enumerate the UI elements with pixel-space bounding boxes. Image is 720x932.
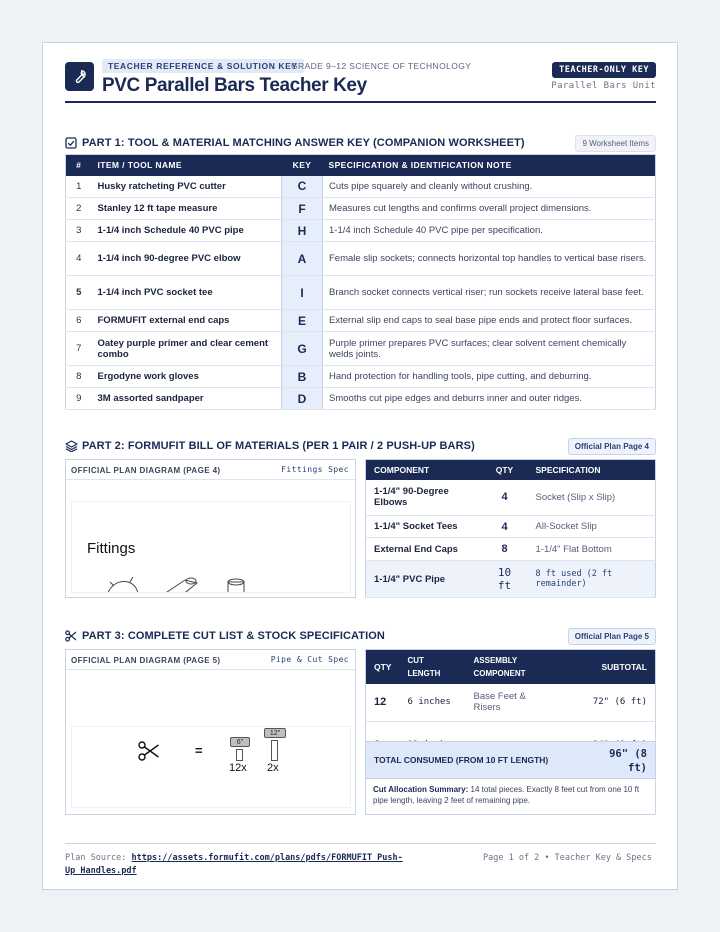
part3-badge: Official Plan Page 5	[568, 628, 656, 645]
part3-title: PART 3: COMPLETE CUT LIST & STOCK SPECIFICATION	[82, 630, 385, 642]
piece-label: 12"	[264, 728, 286, 738]
diagram-tag: Pipe & Cut Spec	[270, 655, 349, 664]
teacher-only-tag: TEACHER-ONLY KEY	[552, 62, 656, 78]
bom-spec: Socket (Slip x Slip)	[528, 480, 656, 516]
col-num: #	[66, 155, 92, 176]
table-row	[66, 388, 656, 410]
cut-image	[71, 726, 351, 808]
col-qty: QTY	[482, 460, 528, 480]
pipe-piece-short	[236, 749, 243, 761]
bom-component: External End Caps	[366, 538, 482, 561]
piece-label: 6"	[230, 737, 250, 747]
kicker-label: TEACHER REFERENCE & SOLUTION KEY	[102, 59, 304, 73]
source-link[interactable]: https://assets.formufit.com/plans/pdfs/FORMUFIT_Push-Up_Handles.pdf	[65, 853, 403, 876]
row-name: Husky ratcheting PVC cutter	[92, 176, 282, 198]
page-header	[65, 59, 656, 103]
row-key: E	[282, 310, 323, 332]
row-name: Stanley 12 ft tape measure	[92, 198, 282, 220]
bom-qty: 4	[482, 480, 528, 516]
col-cut-length: CUT LENGTH	[400, 650, 466, 684]
page-number: Page 1 of 2 • Teacher Key & Specs	[483, 853, 652, 863]
diagram-label: OFFICIAL PLAN DIAGRAM (PAGE 4)	[71, 466, 221, 475]
row-num: 9	[66, 388, 92, 410]
row-key: I	[282, 276, 323, 310]
diagram-header	[66, 460, 355, 480]
row-name: FORMUFIT external end caps	[92, 310, 282, 332]
col-subtotal: SUBTOTAL	[558, 650, 656, 684]
row-note: Smooths cut pipe edges and deburrs inner and outer ridges.	[323, 388, 656, 410]
total-value: 96" (8 ft)	[609, 748, 647, 774]
row-num: 4	[66, 242, 92, 276]
table-row	[66, 366, 656, 388]
row-name: Ergodyne work gloves	[92, 366, 282, 388]
cut-qty: 12	[366, 684, 400, 722]
wrench-icon	[65, 62, 94, 91]
summary-label: Cut Allocation Summary:	[373, 785, 469, 794]
row-num: 2	[66, 198, 92, 220]
table-row	[66, 276, 656, 310]
diagram-header	[66, 650, 355, 670]
matching-answer-table	[65, 154, 656, 410]
row-name: Oatey purple primer and clear cement combo	[92, 332, 282, 366]
row-name: 1-1/4 inch 90-degree PVC elbow	[92, 242, 282, 276]
row-note: External slip end caps to seal base pipe ends and protect floor surfaces.	[323, 310, 656, 332]
piece-count: 2x	[267, 762, 279, 774]
bom-component: 1-1/4" Socket Tees	[366, 515, 482, 538]
cut-scissors-icon	[138, 741, 160, 761]
cut-length: 6 inches	[400, 684, 466, 722]
row-key: C	[282, 176, 323, 198]
row-key: G	[282, 332, 323, 366]
bom-table	[365, 459, 656, 598]
fittings-heading: Fittings	[87, 540, 136, 557]
table-row	[366, 480, 656, 516]
bom-spec: 1-1/4" Flat Bottom	[528, 538, 656, 561]
total-label: TOTAL CONSUMED (FROM 10 FT LENGTH)	[374, 755, 549, 765]
col-key: KEY	[282, 155, 323, 176]
row-key: H	[282, 220, 323, 242]
bom-qty: 10 ft	[482, 561, 528, 598]
pipe-piece-long	[271, 740, 278, 761]
col-qty: QTY	[366, 650, 400, 684]
row-note: Purple primer prepares PVC surfaces; clear solvent cement chemically welds joints.	[323, 332, 656, 366]
table-row	[366, 684, 656, 722]
fittings-diagram-panel	[65, 459, 356, 598]
table-row	[66, 332, 656, 366]
row-num: 8	[66, 366, 92, 388]
cut-summary	[365, 779, 656, 815]
table-row	[66, 176, 656, 198]
diagram-label: OFFICIAL PLAN DIAGRAM (PAGE 5)	[71, 656, 221, 665]
row-note: Measures cut lengths and confirms overall project dimensions.	[323, 198, 656, 220]
bom-component: 1-1/4" 90-Degree Elbows	[366, 480, 482, 516]
fittings-image	[71, 501, 351, 593]
table-row	[366, 538, 656, 561]
part1-badge: 9 Worksheet Items	[575, 135, 656, 152]
part2-heading	[65, 439, 656, 455]
part3-heading	[65, 629, 656, 645]
part1-heading	[65, 136, 656, 152]
part1-title: PART 1: TOOL & MATERIAL MATCHING ANSWER KEY (COMPANION WORKSHEET)	[82, 137, 525, 149]
row-key: D	[282, 388, 323, 410]
unit-label: Parallel Bars Unit	[551, 81, 656, 91]
bom-qty: 4	[482, 515, 528, 538]
table-row	[66, 242, 656, 276]
row-key: A	[282, 242, 323, 276]
row-note: Cuts pipe squarely and cleanly without crushing.	[323, 176, 656, 198]
part2-title: PART 2: FORMUFIT BILL OF MATERIALS (PER 1 PAIR / 2 PUSH-UP BARS)	[82, 440, 475, 452]
scissors-icon	[65, 630, 77, 642]
col-component: COMPONENT	[366, 460, 482, 480]
bom-qty: 8	[482, 538, 528, 561]
worksheet-page	[42, 42, 678, 890]
row-num: 5	[66, 276, 92, 310]
row-note: 1-1/4 inch Schedule 40 PVC pipe per specification.	[323, 220, 656, 242]
source-label: Plan Source:	[65, 853, 127, 863]
bom-spec: All-Socket Slip	[528, 515, 656, 538]
diagram-tag: Fittings Spec	[281, 465, 349, 474]
table-row	[66, 220, 656, 242]
col-component: ASSEMBLY COMPONENT	[466, 650, 558, 684]
cut-subtotal: 72" (6 ft)	[558, 684, 656, 722]
page-footer	[65, 843, 656, 876]
row-num: 1	[66, 176, 92, 198]
row-note: Hand protection for handling tools, pipe cutting, and deburring.	[323, 366, 656, 388]
table-row	[366, 515, 656, 538]
table-row	[66, 310, 656, 332]
col-item: ITEM / TOOL NAME	[92, 155, 282, 176]
table-row	[366, 561, 656, 598]
row-key: B	[282, 366, 323, 388]
row-name: 1-1/4 inch Schedule 40 PVC pipe	[92, 220, 282, 242]
row-note: Branch socket connects vertical riser; run sockets receive lateral base feet.	[323, 276, 656, 310]
row-num: 3	[66, 220, 92, 242]
col-note: SPECIFICATION & IDENTIFICATION NOTE	[323, 155, 656, 176]
cut-diagram-panel	[65, 649, 356, 815]
bom-spec: 8 ft used (2 ft remainder)	[528, 561, 656, 598]
part2-badge: Official Plan Page 4	[568, 438, 656, 455]
row-note: Female slip sockets; connects horizontal top handles to vertical base risers.	[323, 242, 656, 276]
row-key: F	[282, 198, 323, 220]
row-num: 7	[66, 332, 92, 366]
checkbox-icon	[65, 137, 77, 149]
row-name: 1-1/4 inch PVC socket tee	[92, 276, 282, 310]
table-row	[66, 198, 656, 220]
page-title: PVC Parallel Bars Teacher Key	[102, 75, 367, 96]
equals-sign: =	[195, 743, 203, 758]
grade-label: GRADE 9–12 SCIENCE OF TECHNOLOGY	[291, 61, 472, 71]
bom-component: 1-1/4" PVC Pipe	[366, 561, 482, 598]
row-num: 6	[66, 310, 92, 332]
row-name: 3M assorted sandpaper	[92, 388, 282, 410]
col-spec: SPECIFICATION	[528, 460, 656, 480]
layers-icon	[65, 440, 78, 452]
cut-component: Base Feet & Risers	[466, 684, 558, 722]
total-row	[365, 741, 656, 779]
piece-count: 12x	[229, 762, 247, 774]
fittings-sketch-icon	[102, 572, 262, 593]
summary-text: 14 total pieces. Exactly 8 feet cut from one 10 ft pipe length, leaving 2 feet of remaining pipe.	[373, 785, 640, 805]
source-block	[65, 852, 425, 878]
